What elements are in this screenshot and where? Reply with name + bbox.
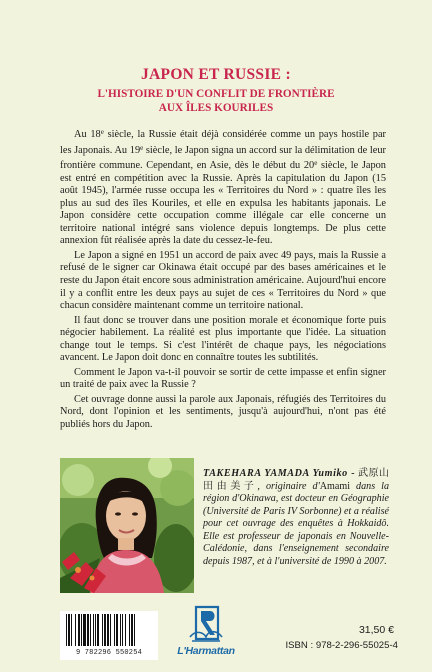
author-bio-part-b: dans la région d'Okinawa, est docteur en Géographie (Université de Paris IV Sorbonne) et a réalisé pour cet ouvrage des enquêtes à Hokkaidô. Elle est professeur de japonais en Nouvelle-Calédonie, dans l'enseignement secondaire depuis 1987, et à l'université de 1990 à 2007. [203,480,390,567]
publisher-name: L'Harmattan [177,645,235,657]
blurb-paragraph-5: Cet ouvrage donne aussi la parole aux Japonais, réfugiés des Territoires du Nord, dont l'opinion et les sentiments, jusqu'à aujourd'hui, n'ont pas été publiés hors du Japon. [60,393,386,431]
book-title: JAPON ET RUSSIE : [141,66,291,83]
superscript-2: e [140,143,144,152]
book-subtitle-line-2: AUX ÎLES KOURILES [158,102,274,114]
author-bio [203,468,389,568]
blurb-text [60,126,386,432]
blurb-paragraph-1-part-d: siècle, le Japon est entré en compétition avec la Russie. Après la capitulation du Japon (15 août 1945), l'armée russe occupa les « Territoires du Nord » : quatre îles les plus au sud des îles Kouriles, et elle en expulsa les habitants japonais. Le Japon considère cette occupation comme illégale car elle concerne un territoire national intégré sans violence depuis longtemps. De plus cette annexion fût réalisée après la date du cessez-le-feu. [60,160,386,247]
title-block [0,66,432,115]
book-subtitle-line-1: L'HISTOIRE D'UN CONFLIT DE FRONTIÈRE [97,88,335,100]
author-bio-amami: Amami [319,480,351,492]
blurb-paragraph-1-part-c: siècle, le Japon signa un accord sur la délimitation de leur frontière commune. Cependant, en Asie, dès le début du 20 [60,144,386,172]
isbn: ISBN : 978-2-296-55025-4 [285,640,398,651]
author-portrait-image [60,458,194,593]
superscript-3: e [314,159,318,168]
barcode-number: 9 782296 550254 [75,649,142,657]
blurb-paragraph-1 [60,126,386,248]
blurb-paragraph-2: Le Japon a signé en 1951 un accord de paix avec 49 pays, mais la Russie a refusé de le signer car Okinawa était occupé par des bases américaines et le reste du Japon était encore sous administration américaine. Aujourd'hui encore il y a conflit entre les deux pays au sujet de ces « Territoires du Nord » que chacun considère maintenant comme un territoire national. [60,249,386,312]
author-name: TAKEHARA YAMADA Yumiko - [203,468,356,479]
price: 31,50 € [358,624,394,636]
blurb-paragraph-1-part-a: Au 18 [74,129,101,140]
blurb-paragraph-1-part-b: siècle, la Russie était déjà considérée comme un pays hostile par les Japonais. Au 19 [60,129,386,156]
barcode-icon [60,611,158,660]
blurb-paragraph-4: Comment le Japon va-t-il pouvoir se sortir de cette impasse et enfin signer un traité de paix avec la Russie ? [60,366,386,391]
harmattan-logo-icon [174,603,238,663]
author-name-kanji: 武原山田由美子 [203,468,389,492]
superscript-1: e [100,128,104,136]
blurb-paragraph-3: Il faut donc se trouver dans une position morale et économique forte puis négocier habilement. La réalité est plus importante que l'idée. La situation change tout le temps. Si c'est l'intérêt de chaque pays, les négociations avancent. Le Japon doit donc en connaître toutes les subtilités. [60,314,386,364]
author-bio-part-a: , originaire d' [257,480,320,492]
